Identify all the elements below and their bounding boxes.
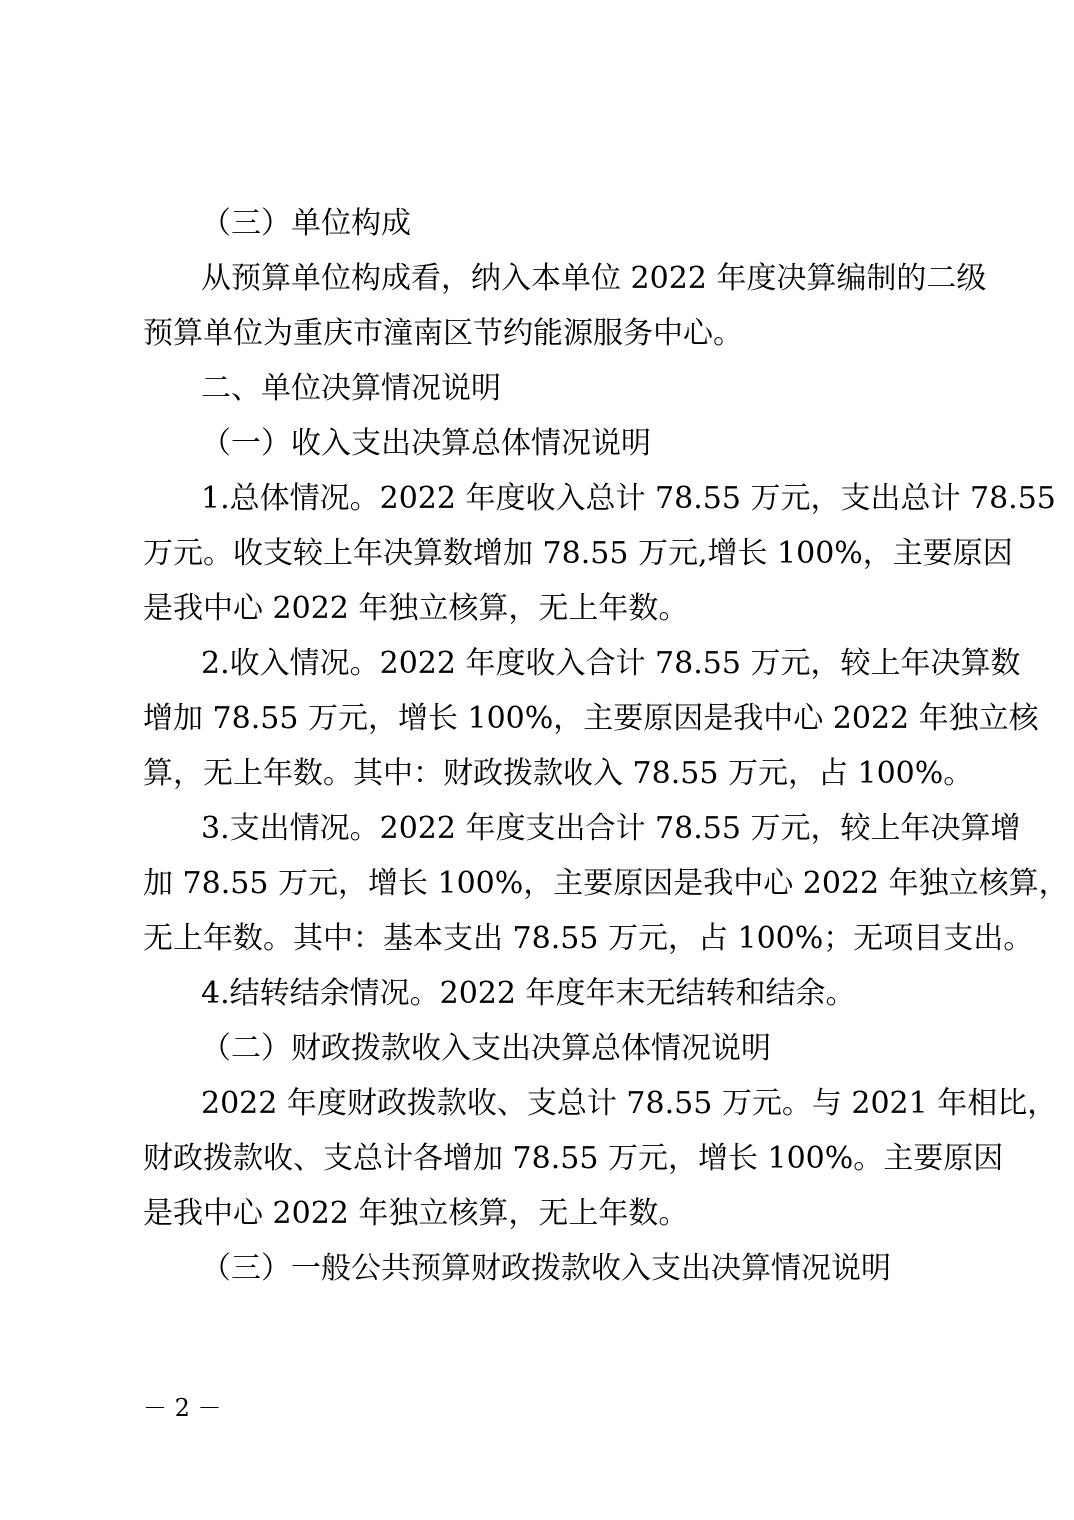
- paragraph-line: 加 78.55 万元，增长 100%，主要原因是我中心 2022 年独立核算，: [143, 866, 1069, 901]
- paragraph-line: 4.结转结余情况。2022 年度年末无结转和结余。: [201, 976, 856, 1011]
- body-text: [143, 196, 1069, 1296]
- paragraph-line: 2022 年度财政拨款收、支总计 78.55 万元。与 2021 年相比，: [201, 1086, 1058, 1121]
- page-number: － 2 －: [143, 1394, 222, 1422]
- paragraph-line: 增加 78.55 万元，增长 100%，主要原因是我中心 2022 年独立核: [143, 701, 1039, 736]
- subsection-heading-fiscal-appropriation: （二）财政拨款收入支出决算总体情况说明: [201, 1031, 771, 1066]
- section-heading-unit-composition: （三）单位构成: [201, 206, 411, 241]
- paragraph-line: 1.总体情况。2022 年度收入总计 78.55 万元，支出总计 78.55: [201, 481, 1056, 516]
- subsection-heading-general-public-budget: （三）一般公共预算财政拨款收入支出决算情况说明: [201, 1251, 891, 1286]
- paragraph-line: 算，无上年数。其中：财政拨款收入 78.55 万元，占 100%。: [143, 756, 974, 791]
- paragraph-line: 无上年数。其中：基本支出 78.55 万元，占 100%；无项目支出。: [143, 921, 1034, 956]
- section-heading-final-accounts: 二、单位决算情况说明: [201, 371, 501, 406]
- paragraph-line: 2.收入情况。2022 年度收入合计 78.55 万元，较上年决算数: [201, 646, 1021, 681]
- paragraph-line: 万元。收支较上年决算数增加 78.55 万元,增长 100%，主要原因: [143, 536, 1013, 571]
- paragraph-line: 预算单位为重庆市潼南区节约能源服务中心。: [143, 316, 743, 351]
- paragraph-line: 财政拨款收、支总计各增加 78.55 万元，增长 100%。主要原因: [143, 1141, 1004, 1176]
- paragraph-line: 3.支出情况。2022 年度支出合计 78.55 万元，较上年决算增: [201, 811, 1021, 846]
- subsection-heading-income-expenditure: （一）收入支出决算总体情况说明: [201, 426, 651, 461]
- paragraph-line: 是我中心 2022 年独立核算，无上年数。: [143, 1196, 689, 1231]
- paragraph-line: 从预算单位构成看，纳入本单位 2022 年度决算编制的二级: [201, 261, 987, 296]
- paragraph-line: 是我中心 2022 年独立核算，无上年数。: [143, 591, 689, 626]
